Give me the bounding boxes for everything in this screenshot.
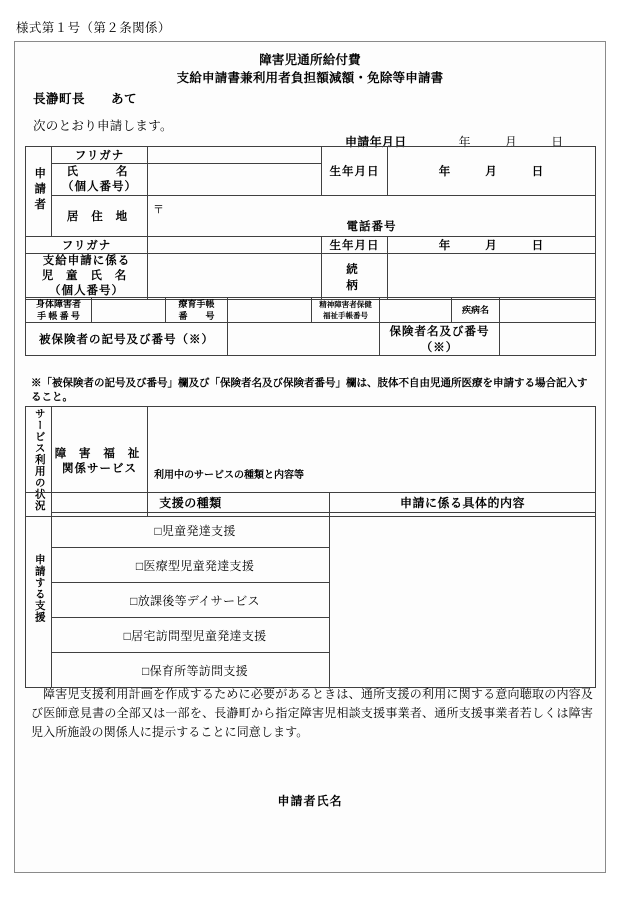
physical-handbook-label <box>26 298 92 323</box>
mental-handbook-label <box>312 298 380 323</box>
application-date-day: 日 <box>551 135 564 149</box>
child-furigana-value[interactable] <box>148 237 322 254</box>
application-date-year: 年 <box>458 135 471 149</box>
support-option-row[interactable] <box>52 583 330 618</box>
support-option-row[interactable] <box>52 653 330 688</box>
child-birth-label: 生年月日 <box>322 237 388 254</box>
checkbox-icon[interactable]: □ <box>135 558 144 573</box>
child-birth-year: 年 <box>438 240 452 252</box>
checkbox-icon[interactable]: □ <box>130 593 138 608</box>
child-name-label <box>26 254 148 300</box>
support-request-table <box>25 492 596 688</box>
applicant-name-value[interactable] <box>148 164 322 196</box>
child-name-label-line2: 児 童 氏 名 <box>41 270 132 282</box>
support-option-row[interactable] <box>52 513 330 548</box>
service-usage-content-header: 利用中のサービスの種類と内容等 <box>154 469 304 481</box>
mental-handbook-label-line1: 精神障害者保健 <box>319 300 372 309</box>
welfare-service-label-line2: 関係サービス <box>62 462 137 475</box>
physical-handbook-label-line2: 手 帳 番 号 <box>37 311 80 321</box>
ryoiku-handbook-label-line1: 療育手帳 <box>178 299 215 309</box>
applicant-birth-label: 生年月日 <box>322 147 388 196</box>
intro-text: 次のとおり申請します。 <box>33 119 173 133</box>
applicant-residence-value[interactable] <box>148 196 596 237</box>
support-vertical-label: 申請する支援 <box>33 554 45 623</box>
applicant-vertical-label: 申請者 <box>33 166 46 214</box>
form-number: 様式第１号（第２条関係） <box>16 21 171 35</box>
form-title-line2: 支給申請書兼利用者負担額減額・免除等申請書 <box>176 71 444 85</box>
child-birth-value[interactable] <box>388 237 596 254</box>
support-type-header: 支援の種類 <box>52 493 330 513</box>
ryoiku-handbook-label <box>166 298 228 323</box>
checkbox-icon[interactable]: □ <box>154 523 162 538</box>
child-name-value[interactable] <box>148 254 322 300</box>
insurer-number-label: 保険者名及び番号（※） <box>380 323 500 356</box>
support-detail-header: 申請に係る具体的内容 <box>330 493 596 513</box>
signature-label: 申請者氏名 <box>277 794 343 808</box>
child-relation-value[interactable] <box>388 254 596 300</box>
form-title-line1: 障害児通所給付費 <box>259 53 361 67</box>
service-usage-vertical-label: サービス利用の状況 <box>33 408 45 512</box>
child-birth-month: 月 <box>485 240 498 252</box>
application-date-month: 月 <box>504 135 518 149</box>
support-vertical-label-cell <box>26 493 52 688</box>
applicant-phone-label: 電話番号 <box>346 221 397 233</box>
applicant-birth-day: 日 <box>531 166 545 178</box>
checkbox-icon[interactable]: □ <box>123 628 132 643</box>
support-option-label: 児童発達支援 <box>161 523 236 538</box>
child-relation-label: 続 柄 <box>322 254 388 300</box>
applicant-birth-value[interactable] <box>388 147 596 196</box>
applicant-furigana-value[interactable] <box>148 147 322 164</box>
child-name-label-line3: （個人番号） <box>49 285 124 297</box>
applicant-birth-month: 月 <box>485 166 498 178</box>
postal-mark-icon: 〒 <box>153 204 164 216</box>
child-birth-day: 日 <box>531 240 545 252</box>
ryoiku-handbook-label-line2: 番 号 <box>178 311 215 321</box>
applicant-birth-year: 年 <box>438 166 452 178</box>
disease-label: 疾病名 <box>452 298 500 323</box>
applicant-name-label-main: 氏 名 <box>66 165 133 178</box>
child-name-label-line1: 支給申請に係る <box>42 255 131 267</box>
support-option-label: 保育所等訪問支援 <box>149 663 248 678</box>
child-furigana-label: フリガナ <box>26 237 148 254</box>
support-option-label: 居宅訪問型児童発達支援 <box>131 628 267 643</box>
insurer-number-value[interactable] <box>500 323 596 356</box>
form-outer-frame <box>14 41 606 873</box>
application-date-label: 申請年月日 <box>345 135 407 149</box>
physical-handbook-value[interactable] <box>92 298 166 323</box>
welfare-service-label-line1: 障 害 福 祉 <box>54 447 145 460</box>
addressee-office: 長瀞町長 <box>33 92 86 106</box>
support-option-row[interactable] <box>52 548 330 583</box>
applicant-name-label <box>52 164 148 196</box>
support-option-label: 放課後等デイサービス <box>137 593 260 608</box>
ryoiku-handbook-value[interactable] <box>228 298 312 323</box>
handbook-insurance-table <box>25 297 596 356</box>
support-option-label: 医療型児童発達支援 <box>143 558 255 573</box>
mental-handbook-label-line2: 福祉手帳番号 <box>323 311 368 320</box>
disease-value[interactable] <box>500 298 596 323</box>
addressee-suffix: あて <box>111 92 138 106</box>
person-info-table <box>25 146 596 300</box>
support-option-row[interactable] <box>52 618 330 653</box>
applicant-furigana-label: フリガナ <box>52 147 148 164</box>
mental-handbook-value[interactable] <box>380 298 452 323</box>
insured-number-value[interactable] <box>228 323 380 356</box>
physical-handbook-label-line1: 身体障害者 <box>35 299 81 309</box>
support-detail-value[interactable] <box>330 513 596 688</box>
form-title <box>15 51 605 87</box>
checkbox-icon[interactable]: □ <box>142 663 150 678</box>
applicant-vertical-label-cell <box>26 147 52 237</box>
applicant-name-label-mynumber: （個人番号） <box>62 180 137 193</box>
consent-paragraph: 障害児支援利用計画を作成するために必要があるときは、通所支援の利用に関する意向聴取の内容及び医師意見書の全部又は一部を、長瀞町から指定障害児相談支援事業者、通所支援事業者若しくは障害児入所施設の関係人に提示することに同意します。 <box>31 687 593 739</box>
applicant-residence-label: 居 住 地 <box>52 196 148 237</box>
addressee <box>33 89 137 107</box>
insurance-note: ※「被保険者の記号及び番号」欄及び「保険者名及び保険者番号」欄は、肢体不自由児通所医療を申請する場合記入すること。 <box>31 378 588 403</box>
insured-number-label: 被保険者の記号及び番号（※） <box>26 323 228 356</box>
